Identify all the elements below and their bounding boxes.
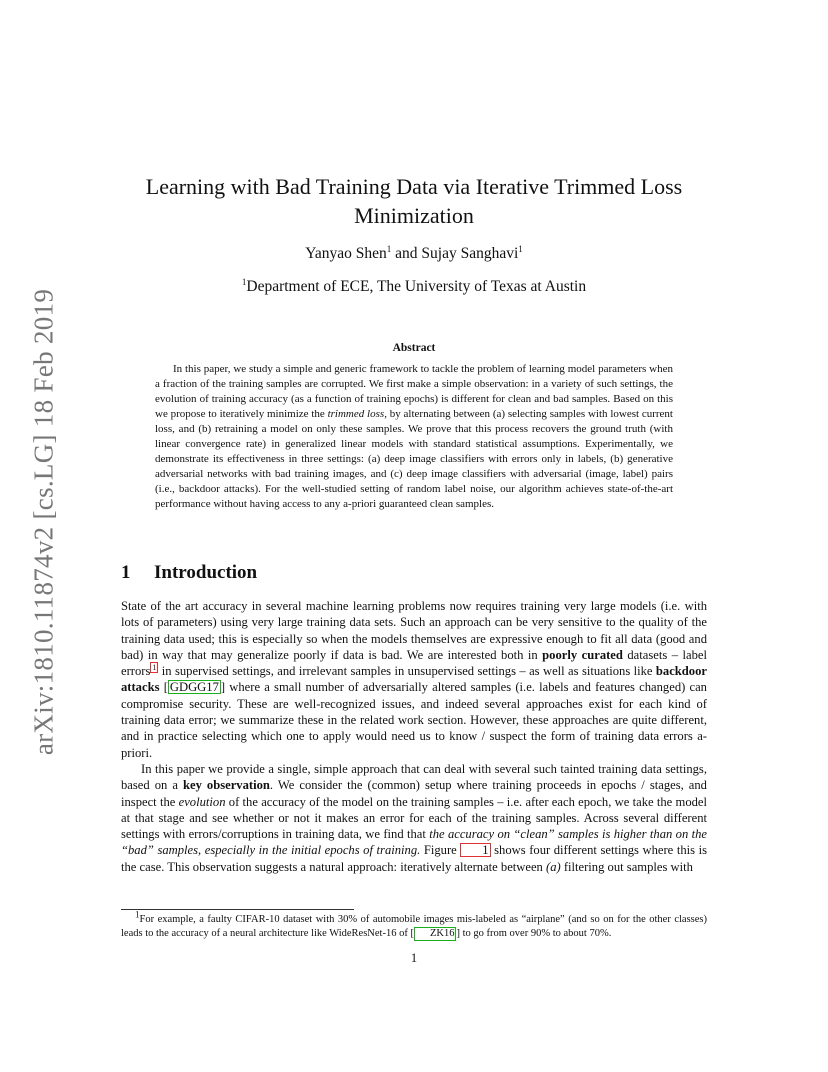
text-run: to go from over 90% to about 70%. — [459, 927, 612, 939]
abstract-body — [155, 362, 673, 512]
text-run: In this paper we provide a single, simple approach that can deal with several such tainted training data settings, based on a — [121, 761, 707, 793]
paragraph — [121, 598, 707, 761]
affiliation-mark: 1 — [518, 243, 523, 254]
text-run: where a small number of adversarially altered samples (i.e. labels and features changed) can compromise security. These are well-recognized issues, and indeed several approaches exist for each kind of training data error; we summarize these in the related work section. However, these approaches are quite different, and in practice selecting which one to apply would need us to know / suspect the form of training data errors a-priori. — [121, 680, 707, 760]
emphasis: evolution — [178, 794, 226, 809]
section-title: Introduction — [154, 562, 258, 583]
author-name: Sujay Sanghavi — [421, 245, 519, 262]
section-number: 1 — [121, 562, 131, 583]
footnote-rule — [121, 909, 354, 910]
text-run: datasets – label errors — [121, 647, 707, 679]
footnote — [121, 909, 707, 941]
bold-term: key observation — [182, 778, 270, 793]
abstract-text: In this paper, we study a simple and generic framework to tackle the problem of learning model parameters when a fraction of the training samples are corrupted. We first make a simple observation: in a variety of such settings, the evolution of training accuracy (as a function of training epochs) is different for clean and bad samples. Based on this we propose to iteratively minimize the — [155, 363, 673, 420]
footnote-link[interactable]: 1 — [152, 663, 157, 672]
author-conjunction: and — [391, 245, 422, 262]
text-run: State of the art accuracy in several machine learning problems now requires training very large models (i.e. with lots of parameters) using very large training data sets. Such an approach can be very sensitive to the quality of the training data used; this is especially so when the models themselves are expressive enough to fit all data (good and bad) in way that may generalize poorly if data is bad. We are interested both in — [121, 599, 707, 662]
bold-term: backdoor attacks — [121, 664, 707, 695]
page-number: 1 — [410, 951, 418, 965]
bold-term: poorly curated — [542, 647, 623, 662]
emphasis: the accuracy on “clean” samples is higher than on the “bad” samples, especially in the initial epochs of training. — [121, 827, 707, 858]
text-run: in supervised settings, and irrelevant samples in unsupervised settings – as well as situations like — [158, 664, 656, 679]
affiliation-mark: 1 — [241, 276, 247, 287]
citation-bracket: [ — [163, 680, 168, 695]
abstract-heading: Abstract — [392, 342, 436, 354]
footnote-mark: 1 — [135, 909, 140, 920]
affiliation — [110, 278, 718, 296]
text-run: Figure — [420, 843, 461, 858]
citation-bracket: [ — [410, 927, 414, 939]
authors — [110, 245, 718, 263]
arxiv-stamp: arXiv:1810.11874v2 [cs.LG] 18 Feb 2019 — [28, 288, 59, 756]
paragraph — [121, 761, 707, 875]
abstract-emphasis: trimmed loss — [327, 408, 385, 420]
citation-link[interactable]: ZK16 — [414, 927, 457, 941]
section-heading — [121, 562, 257, 584]
figure-link[interactable]: 1 — [460, 843, 490, 857]
text-run: filtering out samples with — [560, 859, 693, 874]
text-run: of the accuracy of the model on the training samples – i.e. after each epoch, we take the model at that stage and see whether or not it makes an error for each of the training samples. Across several different settings with errors/corruptions in training data, we find that — [121, 794, 707, 842]
affiliation-text: Department of ECE, The University of Texas at Austin — [246, 278, 587, 295]
citation-link[interactable]: GDGG17 — [169, 680, 219, 695]
author-name: Yanyao Shen — [305, 245, 387, 262]
emphasis: (a) — [546, 859, 561, 874]
abstract-text: , by alternating between (a) selecting samples with lowest current loss, and (b) retraining a model on only these samples. We prove that this process recovers the ground truth (with linear convergence rate) in generalized linear models with standard statistical assumptions. Experimentally, we demonstrate its effectiveness in three settings: (a) deep image classifiers with errors only in labels, (b) generative adversarial networks with bad training images, and (c) deep image classifiers with adversarial (image, label) pairs (i.e., backdoor attacks). For the well-studied setting of random label noise, our algorithm achieves state-of-the-art performance without having access to any a-priori guaranteed clean samples. — [155, 408, 673, 510]
text-run: For example, a faulty CIFAR-10 dataset with 30% of automobile images mis-labeled as “airplane” (and so on for the other classes) leads to the accuracy of a neural architecture like WideResNet-16 of — [121, 914, 707, 939]
citation-bracket: ] — [456, 927, 460, 939]
citation-bracket: ] — [220, 680, 226, 695]
affiliation-mark: 1 — [386, 243, 392, 254]
text-run: . We consider the (common) setup where training proceeds in epochs / stages, and inspect the — [121, 778, 707, 809]
paper-title: Learning with Bad Training Data via Iterative Trimmed Loss Minimization — [145, 174, 683, 228]
text-run: shows four different settings where this is the case. This observation suggests a natural approach: iteratively alternate between — [121, 843, 707, 874]
intro-body — [121, 598, 707, 875]
